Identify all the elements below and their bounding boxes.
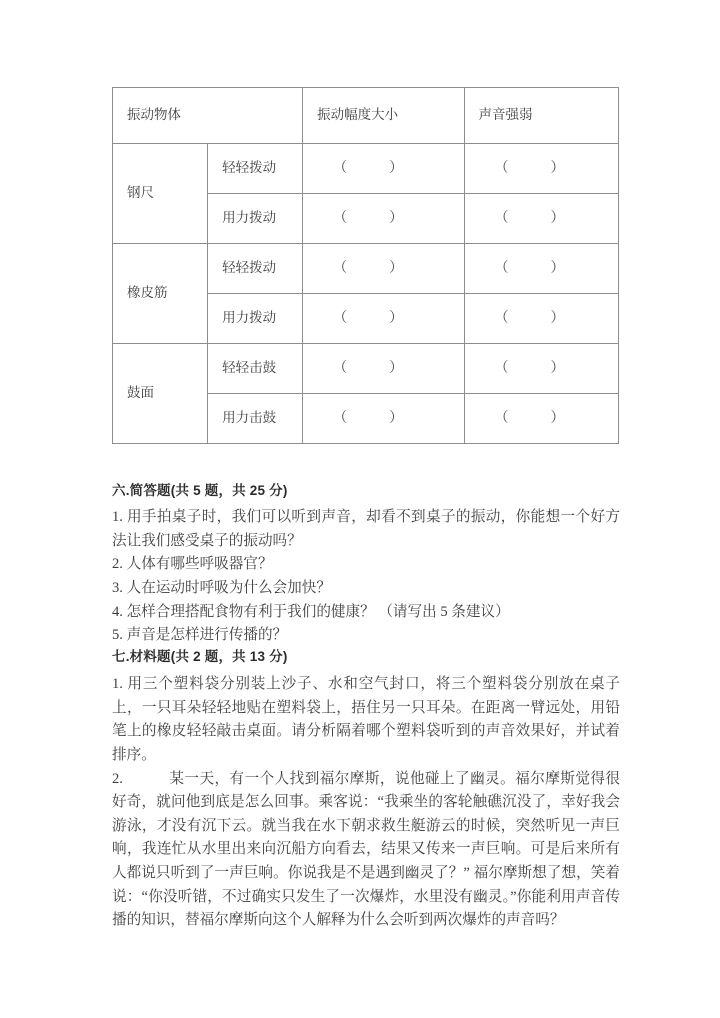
amplitude-answer-blank[interactable] [303,294,464,344]
section-six-questions [112,506,620,648]
row-action-label: 轻轻拨动 [208,144,303,194]
loudness-answer-blank[interactable] [464,344,618,394]
document-content [112,87,620,929]
blank-parentheses: （ ） [494,310,565,326]
loudness-answer-blank[interactable] [464,244,618,294]
row-object-label: 鼓面 [113,344,208,444]
material-question-item: 1. 用三个塑料袋分别装上沙子、水和空气封口，将三个塑料袋分别放在桌子上，一只耳朵轻轻地贴在塑料袋上，捂住另一只耳朵。在距离一臂远处，用铅笔上的橡皮轻轻敲击桌面。请分析隔着哪个塑料袋听到的声音效果好，并试着排序。 [112,676,620,763]
header-cell-amplitude: 振动幅度大小 [303,88,464,144]
row-object-label: 橡皮筋 [113,244,208,344]
blank-parentheses: （ ） [494,160,565,176]
row-action-label: 用力拨动 [208,294,303,344]
row-action-label: 轻轻拨动 [208,244,303,294]
table-row [113,344,619,394]
question-item: 4. 怎样合理搭配食物有利于我们的健康？ （请写出 5 条建议） [112,603,510,620]
amplitude-answer-blank[interactable] [303,194,464,244]
loudness-answer-blank[interactable] [464,394,618,444]
blank-parentheses: （ ） [494,410,565,426]
loudness-answer-blank[interactable] [464,144,618,194]
table-row [113,244,619,294]
amplitude-answer-blank[interactable] [303,394,464,444]
blank-parentheses: （ ） [494,210,565,226]
section-seven-heading: 七.材料题(共 2 题，共 13 分) [112,649,288,664]
question-item: 1. 用手拍桌子时，我们可以听到声音，却看不到桌子的振动，你能想一个好方法让我们感受桌子的振动吗？ [112,509,620,549]
question-item: 2. 人体有哪些呼吸器官？ [112,556,273,573]
header-cell-loudness: 声音强弱 [464,88,618,144]
blank-parentheses: （ ） [333,360,404,376]
question-item: 3. 人在运动时呼吸为什么会加快？ [112,579,331,596]
amplitude-answer-blank[interactable] [303,244,464,294]
row-action-label: 用力拨动 [208,194,303,244]
table-header-row [113,88,619,144]
table-row [113,144,619,194]
row-object-label: 钢尺 [113,144,208,244]
blank-parentheses: （ ） [333,210,404,226]
header-cell-object: 振动物体 [113,88,303,144]
question-item: 5. 声音是怎样进行传播的？ [112,627,288,644]
question-number: 2. [112,770,123,787]
blank-parentheses: （ ） [494,260,565,276]
loudness-answer-blank[interactable] [464,294,618,344]
loudness-answer-blank[interactable] [464,194,618,244]
vibration-experiment-table [112,87,619,444]
blank-parentheses: （ ） [333,260,404,276]
question-body: 某一天，有一个人找到福尔摩斯，说他碰上了幽灵。福尔摩斯觉得很好奇，就问他到底是怎么回事。乘客说：“我乘坐的客轮触礁沉没了，幸好我会游泳，才没有沉下云。就当我在水下朝求救生艇游云的时候，突然听见一声巨响，我连忙从水里出来向沉船方向看去，结果又传来一声巨响。可是后来所有人都说只听到了一声巨响。你说我是不是遇到幽灵了？” 福尔摩斯想了想，笑着说：“你没听错，不过确实只发生了一次爆炸，水里没有幽灵。”你能利用声音传播的知识，替福尔摩斯向这个人解释为什么会听到两次爆炸的声音吗？ [112,770,620,929]
blank-parentheses: （ ） [333,160,404,176]
section-six-heading: 六.简答题(共 5 题，共 25 分) [112,483,288,498]
row-action-label: 用力击鼓 [208,394,303,444]
row-action-label: 轻轻击鼓 [208,344,303,394]
blank-parentheses: （ ） [333,310,404,326]
section-seven-questions [112,673,620,933]
material-question-item [112,768,620,933]
blank-parentheses: （ ） [333,410,404,426]
amplitude-answer-blank[interactable] [303,144,464,194]
amplitude-answer-blank[interactable] [303,344,464,394]
blank-parentheses: （ ） [494,360,565,376]
